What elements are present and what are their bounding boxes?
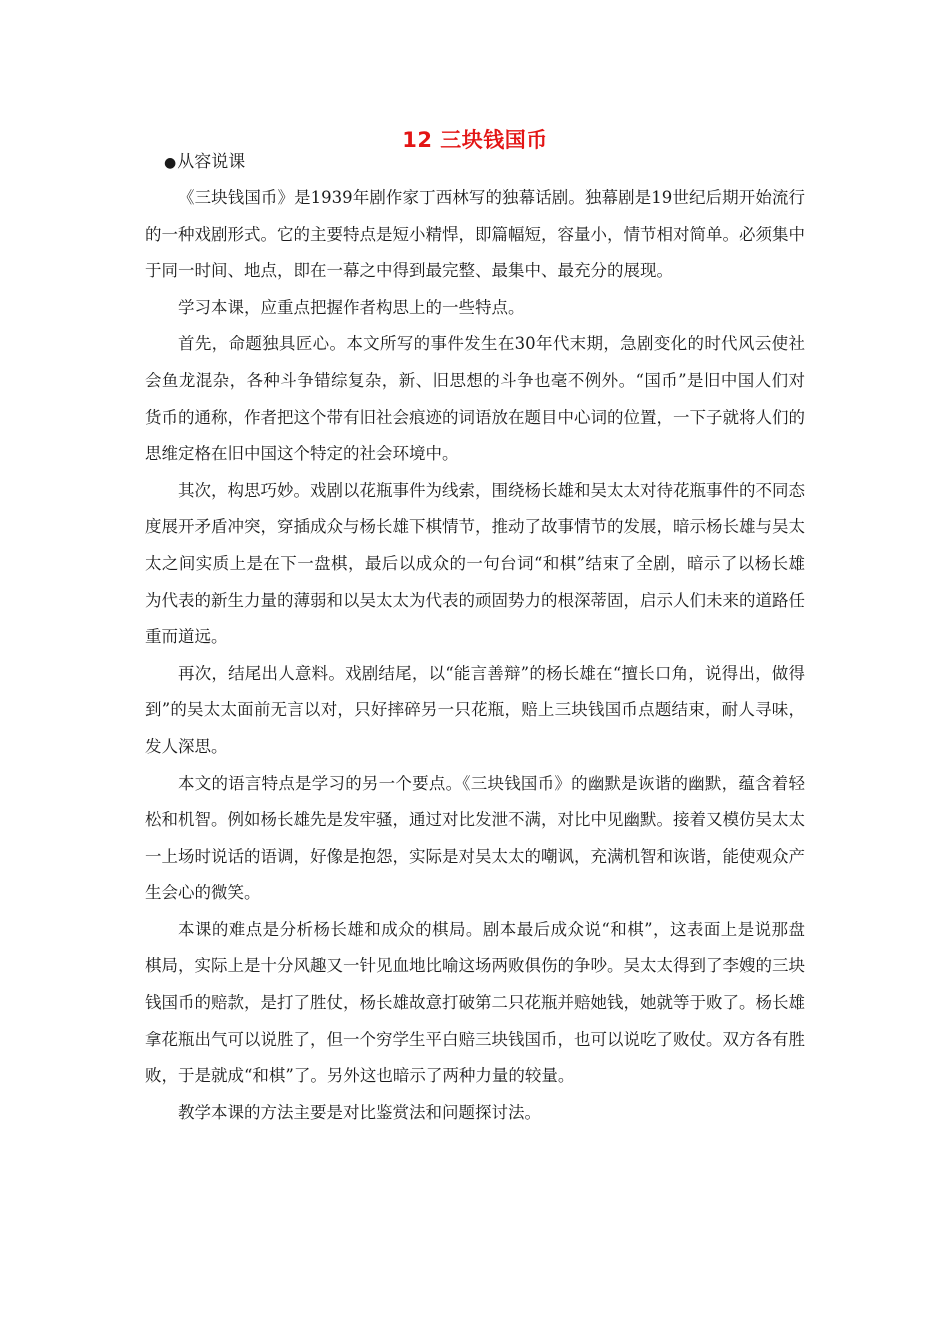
- page-title: 12 三块钱国币: [402, 128, 548, 152]
- paragraph: 本文的语言特点是学习的另一个要点。《三块钱国币》的幽默是诙谐的幽默，蕴含着轻松和机智。例如杨长雄先是发牢骚，通过对比发泄不满，对比中见幽默。接着又模仿吴太太一上场时说话的语调，好像是抱怨，实际是对吴太太的嘲讽，充满机智和诙谐，能使观众产生会心的微笑。: [145, 773, 805, 903]
- paragraph: 学习本课，应重点把握作者构思上的一些特点。: [178, 297, 525, 317]
- paragraph: 教学本课的方法主要是对比鉴赏法和问题探讨法。: [178, 1102, 541, 1122]
- document-body: [145, 180, 805, 1131]
- paragraph: 本课的难点是分析杨长雄和成众的棋局。剧本最后成众说“和棋”，这表面上是说那盘棋局，实际上是十分风趣又一针见血地比喻这场两败俱伤的争吵。吴太太得到了李嫂的三块钱国币的赔款，是打了胜仗，杨长雄故意打破第二只花瓶并赔她钱，她就等于败了。杨长雄拿花瓶出气可以说胜了，但一个穷学生平白赔三块钱国币，也可以说吃了败仗。双方各有胜败，于是就成“和棋”了。另外这也暗示了两种力量的较量。: [145, 919, 805, 1086]
- paragraph: 《三块钱国币》是1939年剧作家丁西林写的独幕话剧。独幕剧是19世纪后期开始流行的一种戏剧形式。它的主要特点是短小精悍，即篇幅短，容量小，情节相对简单。必须集中于同一时间、地点，即在一幕之中得到最完整、最集中、最充分的展现。: [145, 188, 805, 281]
- paragraph: 首先，命题独具匠心。本文所写的事件发生在30年代末期，急剧变化的时代风云使社会鱼龙混杂，各种斗争错综复杂，新、旧思想的斗争也毫不例外。“国币”是旧中国人们对货币的通称，作者把这个带有旧社会痕迹的词语放在题目中心词的位置，一下子就将人们的思维定格在旧中国这个特定的社会环境中。: [145, 334, 805, 464]
- paragraph: 再次，结尾出人意料。戏剧结尾，以“能言善辩”的杨长雄在“擅长口角，说得出，做得到”的吴太太面前无言以对，只好摔碎另一只花瓶，赔上三块钱国币点题结束，耐人寻味，发人深思。: [145, 663, 805, 756]
- section-heading: [164, 152, 245, 173]
- section-heading-label: 从容说课: [177, 152, 246, 172]
- paragraph: 其次，构思巧妙。戏剧以花瓶事件为线索，围绕杨长雄和吴太太对待花瓶事件的不同态度展开矛盾冲突，穿插成众与杨长雄下棋情节，推动了故事情节的发展，暗示杨长雄与吴太太之间实质上是在下一盘棋，最后以成众的一句台词“和棋”结束了全剧，暗示了以杨长雄为代表的新生力量的薄弱和以吴太太为代表的顽固势力的根深蒂固，启示人们未来的道路任重而道远。: [145, 480, 805, 647]
- bullet-icon: ●: [164, 155, 177, 171]
